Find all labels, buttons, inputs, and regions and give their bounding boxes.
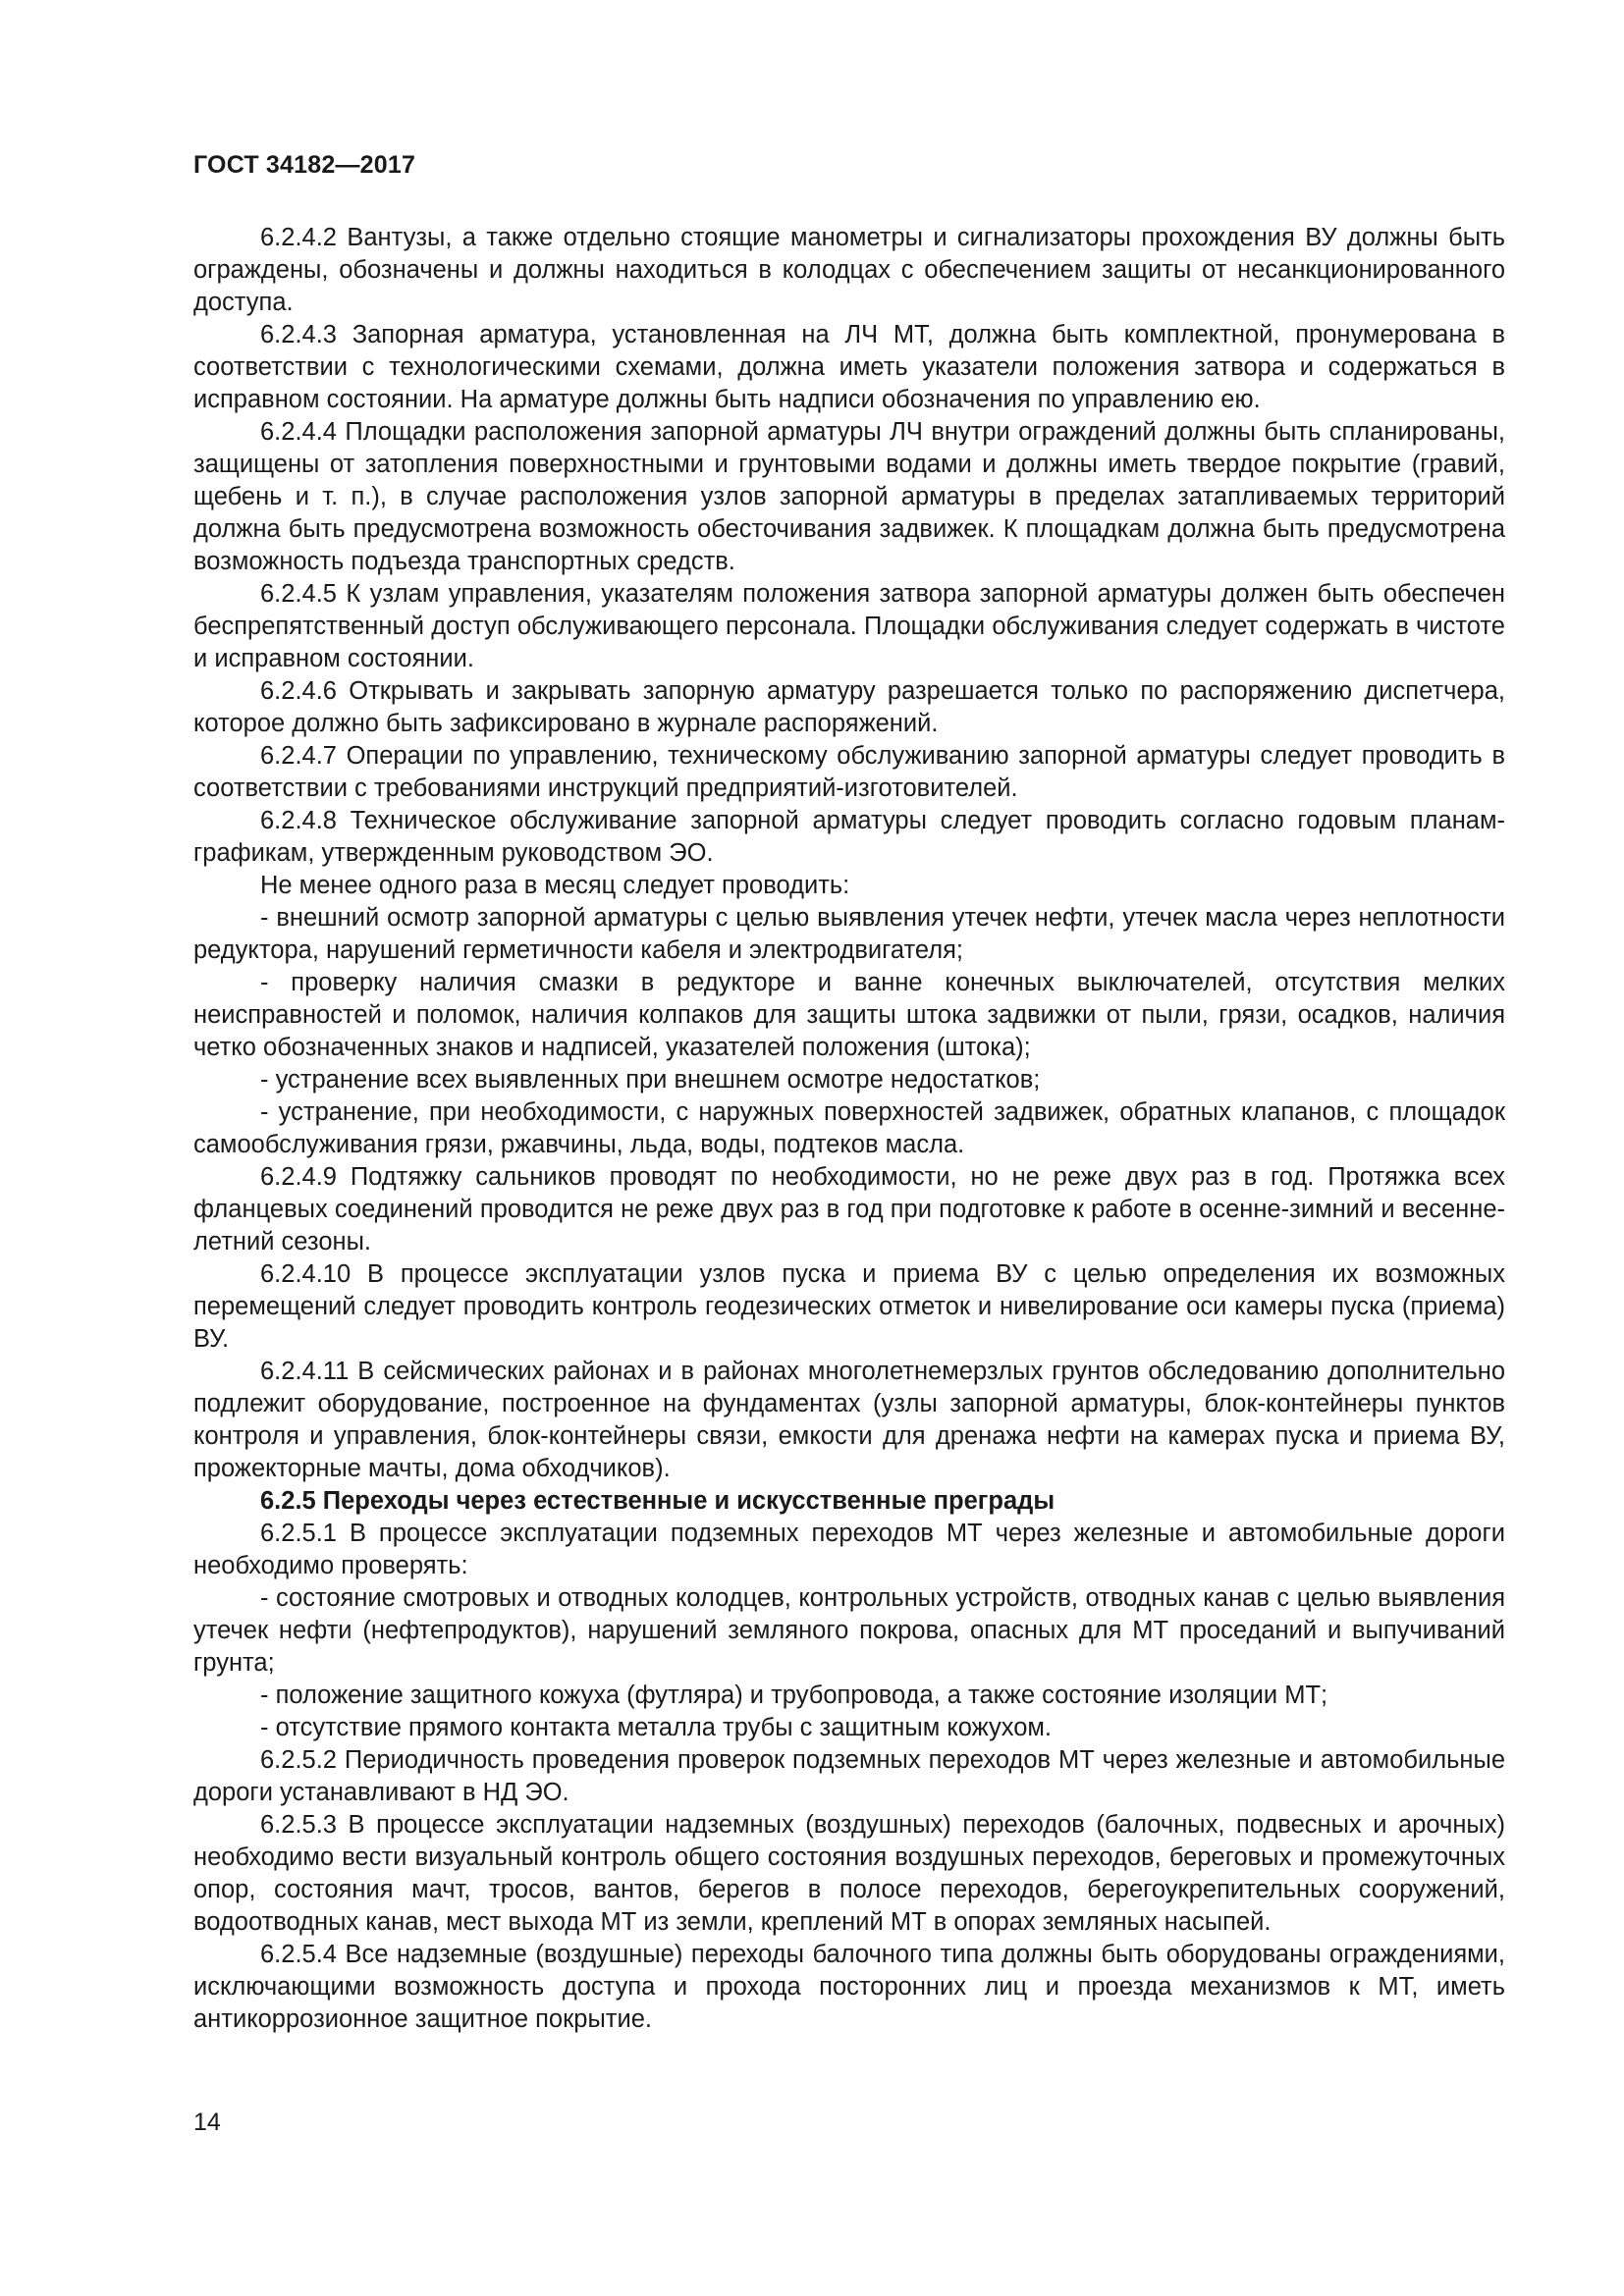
- paragraph: 6.2.5.1 В процессе эксплуатации подземных переходов МТ через железные и автомобильные дороги необходимо проверять:: [193, 1520, 1505, 1579]
- paragraph: 6.2.4.6 Открывать и закрывать запорную арматуру разрешается только по распоряжению диспетчера, которое должно быть зафиксировано в журнале распоряжений.: [193, 677, 1505, 737]
- paragraph: 6.2.4.11 В сейсмических районах и в районах многолетнемерзлых грунтов обследованию дополнительно подлежит оборудование, построенное на фундаментах (узлы запорной арматуры, блок-контейнеры пунктов контроля и управления, блок-контейнеры связи, емкости для дренажа нефти на камерах пуска и приема ВУ, прожекторные мачты, дома обходчиков).: [193, 1358, 1505, 1482]
- paragraph: 6.2.5.2 Периодичность проведения проверок подземных переходов МТ через железные и автомобильные дороги устанавливают в НД ЭО.: [193, 1746, 1505, 1806]
- paragraph: - устранение всех выявленных при внешнем осмотре недостатков;: [260, 1066, 1041, 1094]
- paragraph: Не менее одного раза в месяц следует проводить:: [260, 872, 850, 899]
- paragraph: 6.2.4.8 Техническое обслуживание запорной арматуры следует проводить согласно годовым планам-графикам, утвержденным руководством ЭО.: [193, 807, 1505, 867]
- paragraph: 6.2.4.5 К узлам управления, указателям положения затвора запорной арматуры должен быть обеспечен беспрепятственный доступ обслуживающего персонала. Площадки обслуживания следует содержать в чистоте и исправном состоянии.: [193, 580, 1505, 672]
- document-body: [193, 222, 1505, 2036]
- paragraph: - внешний осмотр запорной арматуры с целью выявления утечек нефти, утечек масла через неплотности редуктора, нарушений герметичности кабеля и электродвигателя;: [193, 904, 1505, 964]
- paragraph: 6.2.4.3 Запорная арматура, установленная на ЛЧ МТ, должна быть комплектной, пронумерована в соответствии с технологическими схемами, должна иметь указатели положения затвора и содержаться в исправном состоянии. На арматуре должны быть надписи обозначения по управлению ею.: [193, 321, 1505, 413]
- paragraph: 6.2.4.10 В процессе эксплуатации узлов пуска и приема ВУ с целью определения их возможных перемещений следует проводить контроль геодезических отметок и нивелирование оси камеры пуска (приема) ВУ.: [193, 1260, 1505, 1353]
- paragraph: 6.2.4.4 Площадки расположения запорной арматуры ЛЧ внутри ограждений должны быть спланированы, защищены от затопления поверхностными и грунтовыми водами и должны иметь твердое покрытие (гравий, щебень и т. п.), в случае расположения узлов запорной арматуры в пределах затапливаемых территорий должна быть предусмотрена возможность обесточивания задвижек. К площадкам должна быть предусмотрена возможность подъезда транспортных средств.: [193, 418, 1505, 575]
- document-header: ГОСТ 34182—2017: [193, 151, 416, 179]
- paragraph: 6.2.4.7 Операции по управлению, техническому обслуживанию запорной арматуры следует проводить в соответствии с требованиями инструкций предприятий-изготовителей.: [193, 742, 1505, 802]
- paragraph: - отсутствие прямого контакта металла трубы с защитным кожухом.: [260, 1714, 1053, 1741]
- paragraph: 6.2.4.2 Вантузы, а также отдельно стоящие манометры и сигнализаторы прохождения ВУ должны быть ограждены, обозначены и должны находиться в колодцах с обеспечением защиты от несанкционированного доступа.: [193, 224, 1505, 316]
- section-heading: 6.2.5 Переходы через естественные и искусственные преграды: [260, 1487, 1056, 1515]
- paragraph: 6.2.5.3 В процессе эксплуатации надземных (воздушных) переходов (балочных, подвесных и арочных) необходимо вести визуальный контроль общего состояния воздушных переходов, береговых и промежуточных опор, состояния мачт, тросов, вантов, берегов в полосе переходов, берегоукрепительных сооружений, водоотводных канав, мест выхода МТ из земли, креплений МТ в опорах земляных насыпей.: [193, 1811, 1505, 1936]
- page-number: 14: [193, 2109, 221, 2136]
- paragraph: - проверку наличия смазки в редукторе и ванне конечных выключателей, отсутствия мелких неисправностей и поломок, наличия колпаков для защиты штока задвижки от пыли, грязи, осадков, наличия четко обозначенных знаков и надписей, указателей положения (штока);: [193, 969, 1505, 1061]
- paragraph: - устранение, при необходимости, с наружных поверхностей задвижек, обратных клапанов, с площадок самообслуживания грязи, ржавчины, льда, воды, подтеков масла.: [193, 1098, 1505, 1158]
- paragraph: 6.2.5.4 Все надземные (воздушные) переходы балочного типа должны быть оборудованы ограждениями, исключающими возможность доступа и прохода посторонних лиц и проезда механизмов к МТ, иметь антикоррозионное защитное покрытие.: [193, 1941, 1505, 2033]
- paragraph: 6.2.4.9 Подтяжку сальников проводят по необходимости, но не реже двух раз в год. Протяжка всех фланцевых соединений проводится не реже двух раз в год при подготовке к работе в осенне-зимний и весенне-летний сезоны.: [193, 1163, 1505, 1255]
- paragraph: - состояние смотровых и отводных колодцев, контрольных устройств, отводных канав с целью выявления утечек нефти (нефтепродуктов), нарушений земляного покрова, опасных для МТ проседаний и выпучиваний грунта;: [193, 1584, 1505, 1677]
- paragraph: - положение защитного кожуха (футляра) и трубопровода, а также состояние изоляции МТ;: [260, 1682, 1328, 1709]
